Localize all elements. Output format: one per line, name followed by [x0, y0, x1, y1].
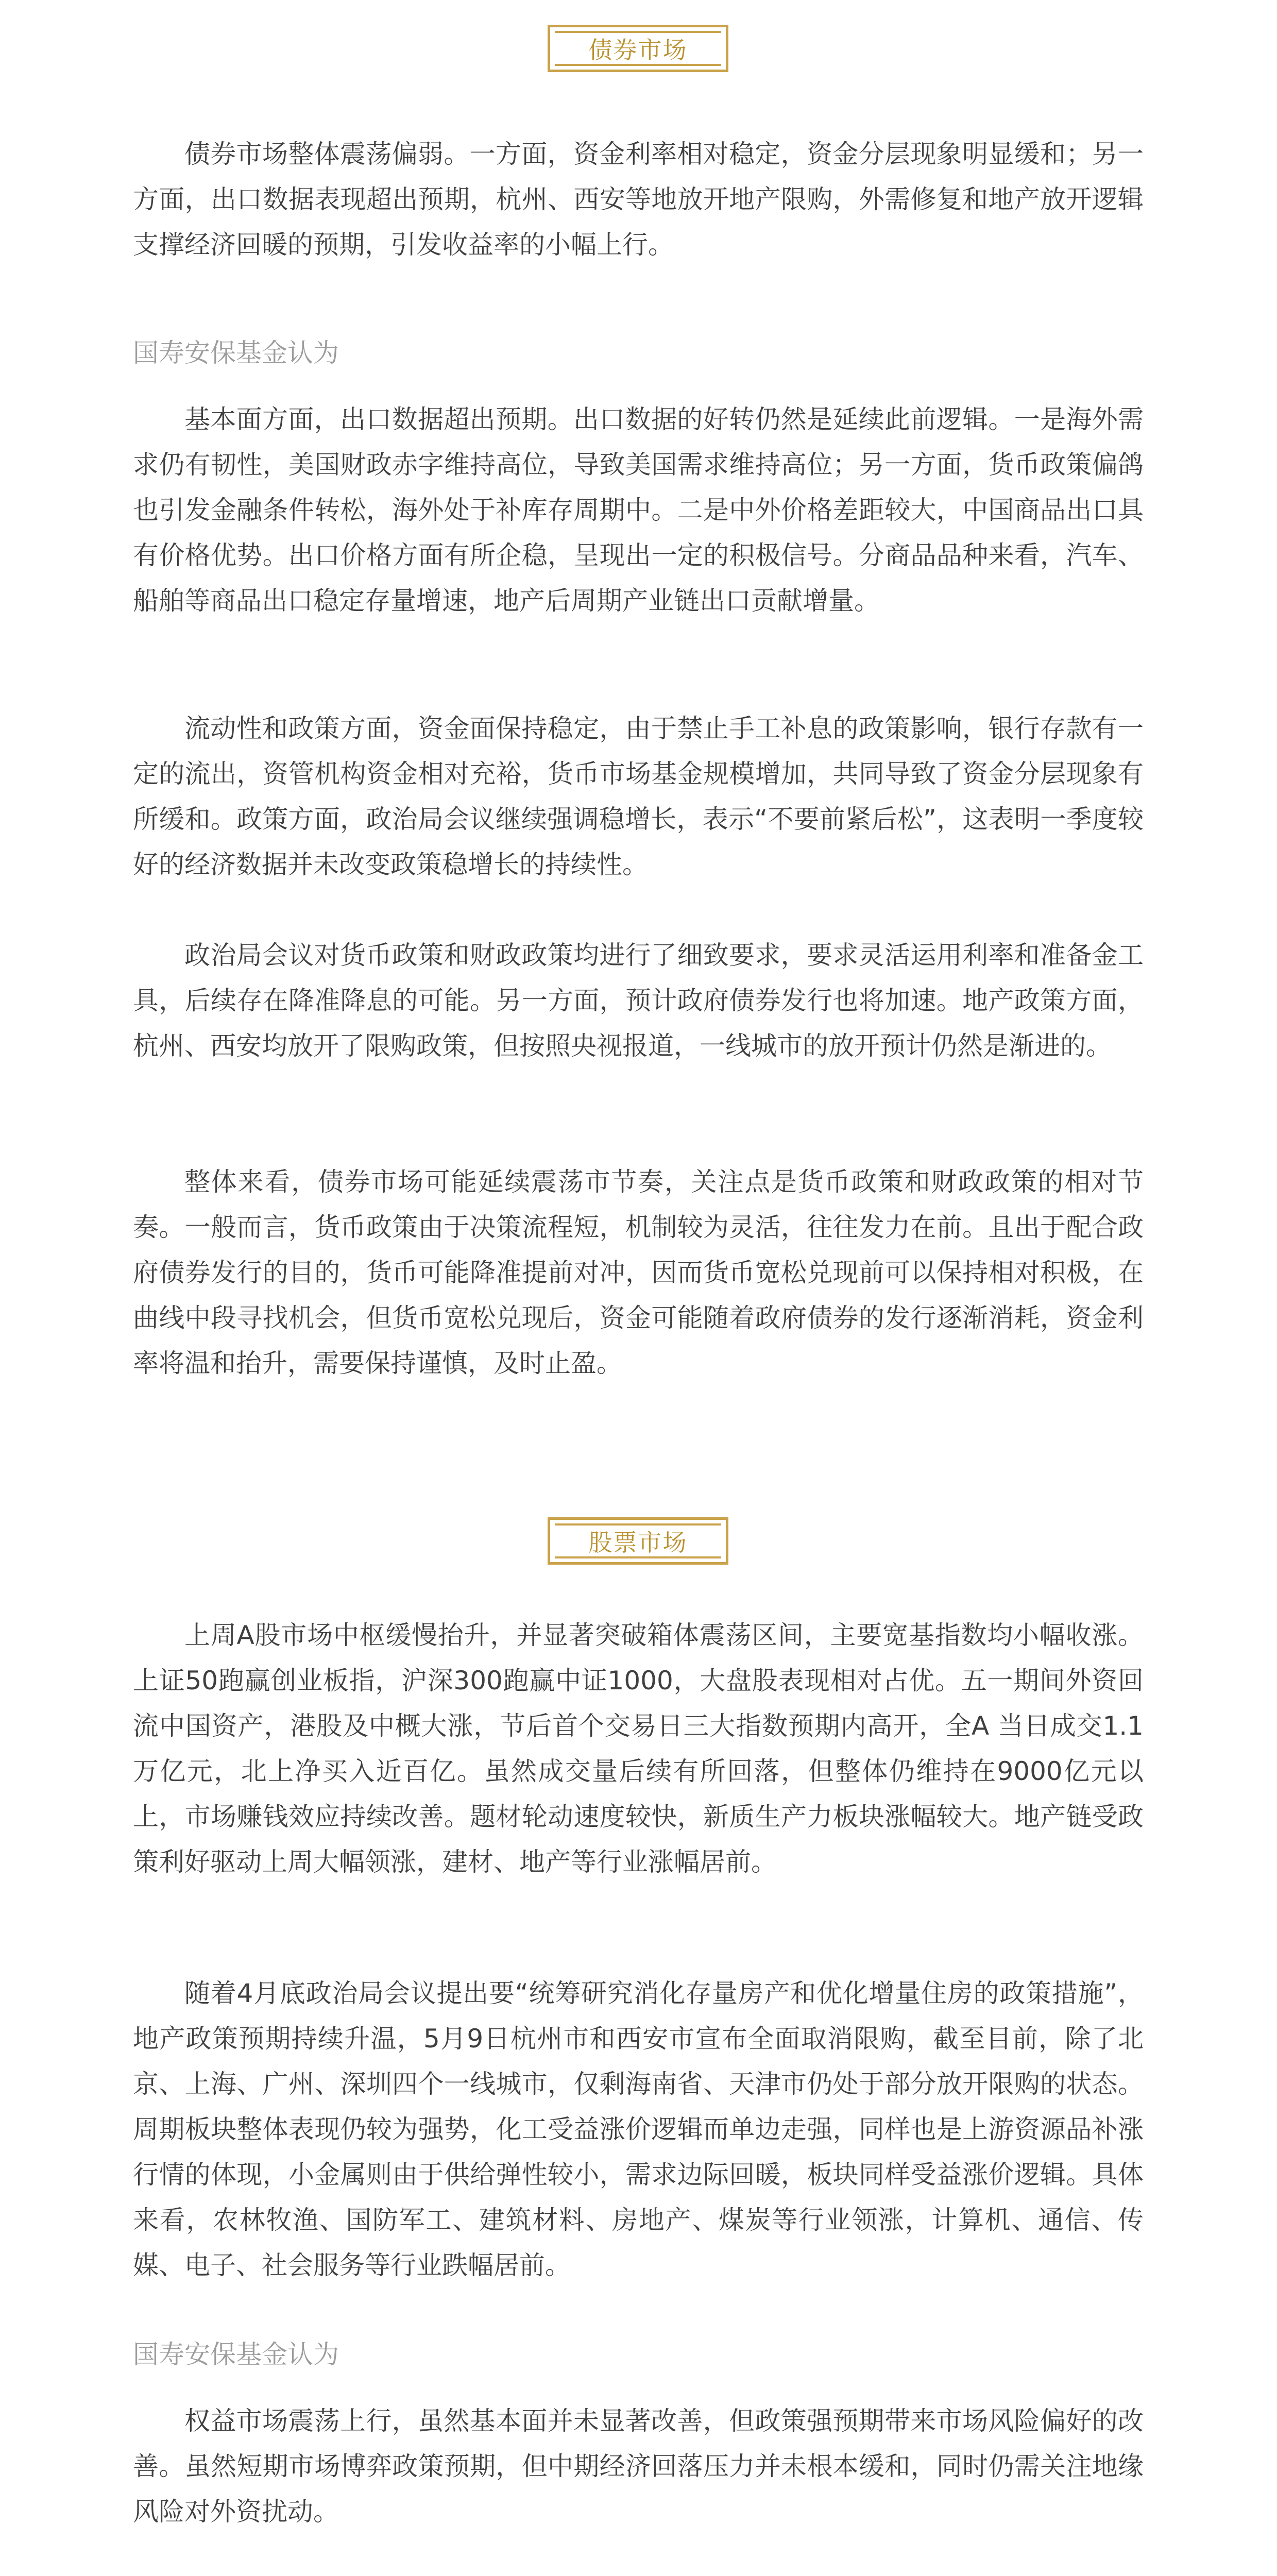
bond-paragraph-policy: 政治局会议对货币政策和财政政策均进行了细致要求，要求灵活运用利率和准备金工具，后续存在降准降息的可能。另一方面，预计政府债券发行也将加速。地产政策方面，杭州、西安均放开了限购政策，但按照央视报道，一线城市的放开预计仍然是渐进的。	[133, 940, 1144, 1061]
bond-analyst-subhead: 国寿安保基金认为	[133, 338, 339, 368]
bond-paragraph-fundamentals: 基本面方面，出口数据超出预期。出口数据的好转仍然是延续此前逻辑。一是海外需求仍有韧性，美国财政赤字维持高位，导致美国需求维持高位；另一方面，货币政策偏鸽也引发金融条件转松，海外处于补库存周期中。二是中外价格差距较大，中国商品出口具有价格优势。出口价格方面有所企稳，呈现出一定的积极信号。分商品品种来看，汽车、船舶等商品出口稳定存量增速，地产后周期产业链出口贡献增量。	[133, 404, 1144, 616]
stock-analyst-subhead: 国寿安保基金认为	[133, 2340, 339, 2369]
stock-paragraph-risk-appetite: 权益市场震荡上行，虽然基本面并未显著改善，但政策强预期带来市场风险偏好的改善。虽然短期市场博弈政策预期，但中期经济回落压力并未根本缓和，同时仍需关注地缘风险对外资扰动。	[133, 2406, 1144, 2527]
bond-section-tag	[548, 25, 728, 72]
bond-paragraph-liquidity: 流动性和政策方面，资金面保持稳定，由于禁止手工补息的政策影响，银行存款有一定的流出，资管机构资金相对充裕，货币市场基金规模增加，共同导致了资金分层现象有所缓和。政策方面，政治局会议继续强调稳增长，表示“不要前紧后松”，这表明一季度较好的经济数据并未改变政策稳增长的持续性。	[133, 714, 1144, 879]
stock-paragraph-property-policy: 随着4月底政治局会议提出要“统筹研究消化存量房产和优化增量住房的政策措施”，地产政策预期持续升温，5月9日杭州市和西安市宣布全面取消限购，截至目前，除了北京、上海、广州、深圳四个一线城市，仅剩海南省、天津市仍处于部分放开限购的状态。周期板块整体表现仍较为强势，化工受益涨价逻辑而单边走强，同样也是上游资源品补涨行情的体现，小金属则由于供给弹性较小，需求边际回暖，板块同样受益涨价逻辑。具体来看，农林牧渔、国防军工、建筑材料、房地产、煤炭等行业领涨，计算机、通信、传媒、电子、社会服务等行业跌幅居前。	[133, 1978, 1144, 2280]
bond-intro-paragraph: 债券市场整体震荡偏弱。一方面，资金利率相对稳定，资金分层现象明显缓和；另一方面，出口数据表现超出预期，杭州、西安等地放开地产限购，外需修复和地产放开逻辑支撑经济回暖的预期，引发收益率的小幅上行。	[133, 139, 1144, 260]
bond-section-title: 债券市场	[588, 36, 688, 64]
tag-top-rule	[555, 31, 721, 33]
tag-top-rule	[555, 1523, 721, 1526]
stock-section-title: 股票市场	[588, 1529, 688, 1556]
bond-paragraph-outlook: 整体来看，债券市场可能延续震荡市节奏，关注点是货币政策和财政政策的相对节奏。一般而言，货币政策由于决策流程短，机制较为灵活，往往发力在前。且出于配合政府债券发行的目的，货币可能降准提前对冲，因而货币宽松兑现前可以保持相对积极，在曲线中段寻找机会，但货币宽松兑现后，资金可能随着政府债券的发行逐渐消耗，资金利率将温和抬升，需要保持谨慎，及时止盈。	[133, 1167, 1144, 1378]
stock-section-tag	[548, 1517, 728, 1565]
tag-bottom-rule	[555, 64, 721, 66]
stock-paragraph-market-review: 上周A股市场中枢缓慢抬升，并显著突破箱体震荡区间，主要宽基指数均小幅收涨。上证50跑赢创业板指，沪深300跑赢中证1000，大盘股表现相对占优。五一期间外资回流中国资产，港股及中概大涨，节后首个交易日三大指数预期内高开，全A 当日成交1.1万亿元，北上净买入近百亿。虽然成交量后续有所回落，但整体仍维持在9000亿元以上，市场赚钱效应持续改善。题材轮动速度较快，新质生产力板块涨幅较大。地产链受政策利好驱动上周大幅领涨，建材、地产等行业涨幅居前。	[133, 1620, 1144, 1877]
tag-bottom-rule	[555, 1556, 721, 1558]
